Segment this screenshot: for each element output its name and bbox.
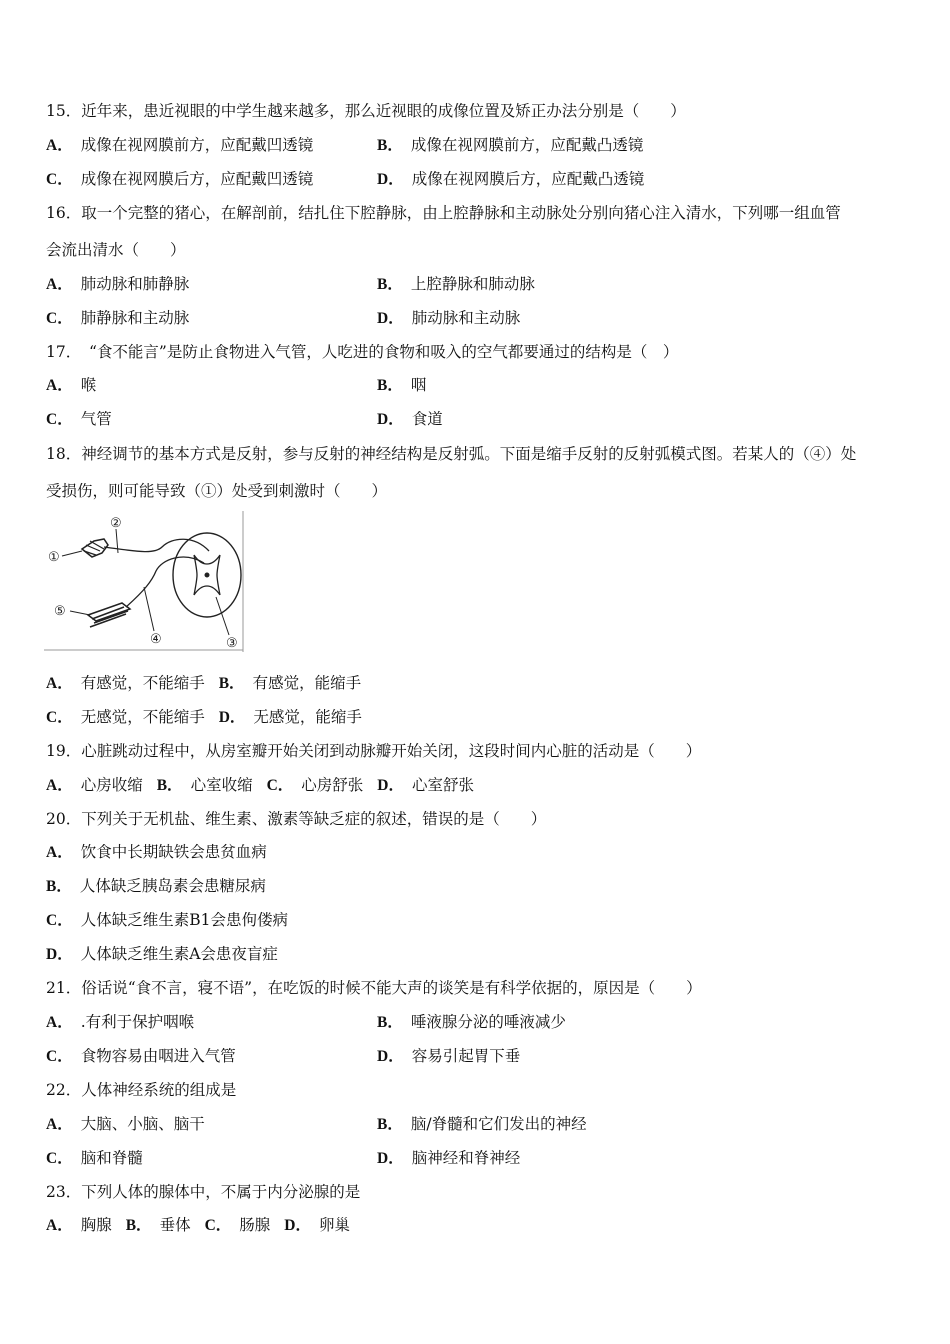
option-row [46,409,443,430]
question-15-stem: 15．近年来，患近视眼的中学生越来越多，那么近视眼的成像位置及矫正办法分别是（ ） [46,102,686,120]
option-row [46,274,535,295]
option-c[interactable]: C． 成像在视网膜后方，应配戴凹透镜 [46,170,314,188]
option-row [46,1114,587,1135]
label-3: ③ [226,636,238,651]
option-c[interactable]: C． 脑和脊髓 [46,1149,143,1167]
option-row [46,1046,520,1067]
option-row [46,308,520,329]
label-4: ④ [150,632,162,647]
label-1: ① [48,550,60,565]
option-c[interactable]: C． 肠腺 [204,1216,271,1234]
option-d[interactable]: D． 卵巢 [284,1216,351,1234]
option-d[interactable]: D． 心室舒张 [377,776,475,794]
question-20-stem: 20．下列关于无机盐、维生素、激素等缺乏症的叙述，错误的是（ ） [46,810,547,828]
question-23-stem: 23．下列人体的腺体中，不属于内分泌腺的是 [46,1183,361,1201]
option-a[interactable]: A． 心房收缩 [46,776,143,794]
option-b[interactable]: B． 上腔静脉和肺动脉 [377,275,535,293]
option-c[interactable]: C． 气管 [46,410,112,428]
option-row [46,1148,520,1169]
question-18-stem: 18．神经调节的基本方式是反射，参与反射的神经结构是反射弧。下面是缩手反射的反射弧模式图。若某人的（④）处 [46,445,857,463]
label-2: ② [110,516,122,531]
option-d[interactable]: D． 容易引起胃下垂 [377,1047,521,1065]
option-b[interactable]: B． 唾液腺分泌的唾液减少 [377,1013,566,1031]
option-c[interactable]: C． 食物容易由咽进入气管 [46,1047,236,1065]
label-5: ⑤ [54,604,66,619]
option-row [46,707,362,728]
option-row [46,775,474,796]
option-b[interactable]: B． 心室收缩 [156,776,253,794]
option-d[interactable]: D． 脑神经和脊神经 [377,1149,521,1167]
option-d[interactable]: D． 肺动脉和主动脉 [377,309,521,327]
option-d[interactable]: D． 食道 [377,410,443,428]
option-d[interactable]: D． 成像在视网膜后方，应配戴凸透镜 [377,170,645,188]
option-c[interactable]: C． 肺静脉和主动脉 [46,309,190,327]
option-b[interactable]: B． 人体缺乏胰岛素会患糖尿病 [46,877,266,895]
option-d[interactable]: D． 人体缺乏维生素A会患夜盲症 [46,945,278,963]
question-19-stem: 19．心脏跳动过程中，从房室瓣开始关闭到动脉瓣开始关闭，这段时间内心脏的活动是（ ） [46,742,702,760]
option-d[interactable]: D． 无感觉，能缩手 [218,708,362,726]
option-b[interactable]: B． 有感觉，能缩手 [218,674,362,692]
option-row [46,135,643,156]
option-b[interactable]: B． 脑/脊髓和它们发出的神经 [377,1115,587,1133]
option-row [46,169,644,190]
option-b[interactable]: B． 垂体 [125,1216,191,1234]
option-c[interactable]: C． 无感觉，不能缩手 [46,708,205,726]
question-22-stem: 22．人体神经系统的组成是 [46,1081,237,1099]
reflex-arc-diagram [44,511,246,652]
question-16-stem-cont: 会流出清水（ ） [46,241,186,259]
question-17-stem: 17． “食不能言”是防止食物进入气管，人吃进的食物和吸入的空气都要通过的结构是（ ） [46,343,679,361]
option-a[interactable]: A． 肺动脉和肺静脉 [46,275,190,293]
option-row [46,1012,566,1033]
option-a[interactable]: A． .有利于保护咽喉 [46,1013,195,1031]
question-21-stem: 21．俗话说“食不言，寝不语”，在吃饭的时候不能大声的谈笑是有科学依据的，原因是（ ） [46,979,702,997]
option-c[interactable]: C． 人体缺乏维生素B1会患佝偻病 [46,911,288,929]
option-row [46,673,361,694]
option-b[interactable]: B． 成像在视网膜前方，应配戴凸透镜 [377,136,644,154]
option-a[interactable]: A． 饮食中长期缺铁会患贫血病 [46,843,267,861]
option-a[interactable]: A． 有感觉，不能缩手 [46,674,205,692]
option-row [46,375,426,396]
option-a[interactable]: A． 喉 [46,376,97,394]
question-16-stem: 16．取一个完整的猪心，在解剖前，结扎住下腔静脉，由上腔静脉和主动脉处分别向猪心注入清水，下列哪一组血管 [46,204,841,222]
option-c[interactable]: C． 心房舒张 [266,776,364,794]
option-a[interactable]: A． 胸腺 [46,1216,112,1234]
option-a[interactable]: A． 成像在视网膜前方，应配戴凹透镜 [46,136,314,154]
question-18-stem-cont: 受损伤，则可能导致（①）处受到刺激时（ ） [46,482,388,500]
option-b[interactable]: B． 咽 [377,376,427,394]
option-a[interactable]: A． 大脑、小脑、脑干 [46,1115,205,1133]
option-row [46,1215,350,1236]
